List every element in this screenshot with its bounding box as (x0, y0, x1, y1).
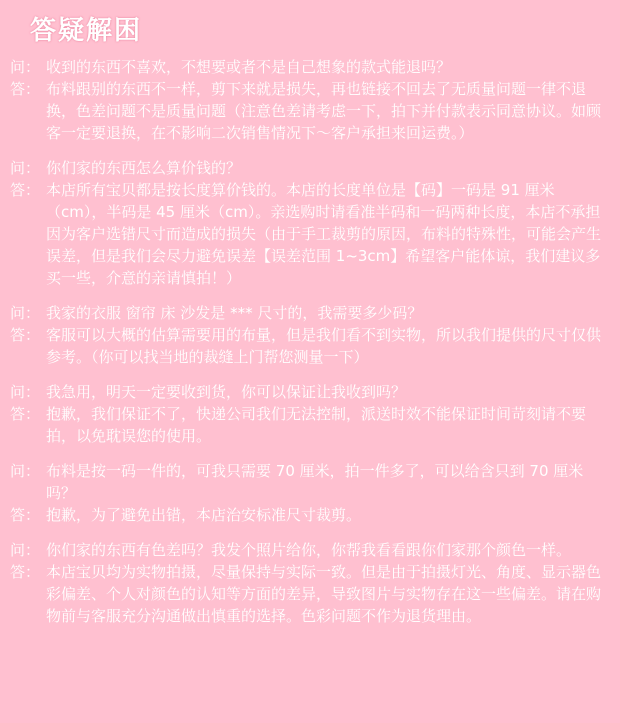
answer-text: 抱歉，我们保证不了，快递公司我们无法控制，派送时效不能保证时间苛刻请不要拍，以免耽误您的使用。 (46, 405, 587, 445)
question-label: 问： (10, 304, 41, 322)
question-text: 我家的衣服 窗帘 床 沙发是 *** 尺寸的，我需要多少码？ (46, 304, 423, 322)
question-text: 我急用，明天一定要收到货，你可以保证让我收到吗？ (46, 383, 407, 401)
answer-text: 本店所有宝贝都是按长度算价钱的。本店的长度单位是【码】一码是 91 厘米（cm），半码是 45 厘米（cm）。亲选购时请看准半码和一码两种长度，本店不承担因为客户选错尺寸而造成的损失（由于手工裁剪的原因，布料的特殊性，可能会产生误差，但是我们会尽力避免误差【误差范围 1~3cm】希望客户能体谅，我们建议多买一些，介意的亲请慎拍！） (46, 181, 602, 287)
question-label: 问： (10, 541, 41, 559)
qa-item (10, 157, 610, 289)
answer-label: 答： (10, 181, 41, 199)
qa-item (10, 302, 610, 368)
answer-label: 答： (10, 80, 41, 98)
question-text: 你们家的东西有色差吗？我发个照片给你，你帮我看看跟你们家那个颜色一样。 (46, 541, 572, 559)
answer-text: 布料跟别的东西不一样，剪下来就是损失，再也链接不回去了无质量问题一律不退换，色差问题不是质量问题（注意色差请考虑一下，拍下并付款表示同意协议。如顾客一定要退换，在不影响二次销售情况下～客户承担来回运费。） (46, 80, 602, 142)
faq-title: 答疑解困 (30, 16, 143, 46)
qa-item (10, 539, 610, 627)
answer-text: 抱歉，为了避免出错，本店治安标准尺寸裁剪。 (46, 506, 362, 524)
question-label: 问： (10, 383, 41, 401)
answer-label: 答： (10, 405, 41, 423)
question-text: 你们家的东西怎么算价钱的？ (46, 159, 242, 177)
answer-label: 答： (10, 563, 41, 581)
question-label: 问： (10, 462, 41, 480)
answer-text: 本店宝贝均为实物拍摄，尽量保持与实际一致。但是由于拍摄灯光、角度、显示器色彩偏差、个人对颜色的认知等方面的差异，导致图片与实物存在这一些偏差。请在购物前与客服充分沟通做出慎重的选择。色彩问题不作为退货理由。 (46, 563, 602, 625)
answer-text: 客服可以大概的估算需要用的布量，但是我们看不到实物，所以我们提供的尺寸仅供参考。（你可以找当地的裁缝上门帮您测量一下） (46, 326, 602, 366)
qa-item (10, 460, 610, 526)
question-label: 问： (10, 58, 41, 76)
answer-label: 答： (10, 506, 41, 524)
answer-label: 答： (10, 326, 41, 344)
question-text: 布料是按一码一件的，可我只需要 70 厘米，拍一件多了，可以给含只到 70 厘米吗？ (46, 462, 584, 502)
qa-item (10, 56, 610, 144)
question-label: 问： (10, 159, 41, 177)
qa-item (10, 381, 610, 447)
question-text: 收到的东西不喜欢，不想要或者不是自己想象的款式能退吗？ (46, 58, 452, 76)
